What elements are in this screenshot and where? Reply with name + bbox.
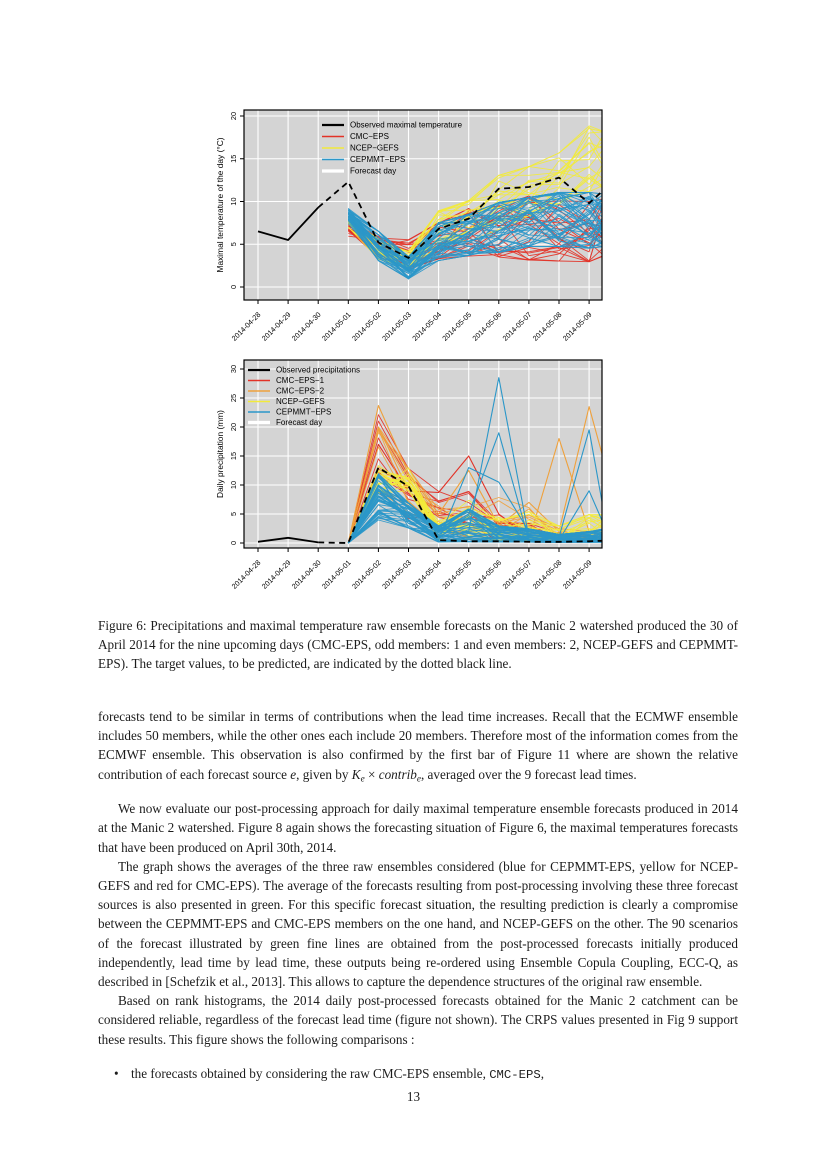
x-tick-label: 2014-05-08	[530, 310, 564, 343]
x-tick-label: 2014-05-07	[500, 310, 534, 343]
y-tick-label: 20	[229, 422, 238, 432]
text-segment: forecasts tend to be similar in terms of contributions when the lead time increases. Recall that the ECMWF ensemble includes 50 members, while the other ones each include 20 members. Therefore most of the information comes from the ECMWF ensemble. This observation is also confirmed by the first bar of Figure 11 where are shown the relative contribution of each forecast source	[98, 709, 738, 782]
legend-label: NCEP−GEFS	[350, 143, 399, 153]
y-tick-label: 20	[229, 111, 238, 121]
paragraph	[98, 991, 738, 1049]
text-segment: Based on rank histograms, the 2014 daily post-processed forecasts obtained for the Manic 2 catchment can be considered reliable, regardless of the forecast lead time (figure not shown). The CRPS values presented in Fig 9 support these results. This figure shows the following comparisons :	[98, 993, 738, 1047]
chart-precip-svg	[211, 344, 641, 609]
x-tick-label: 2014-04-28	[229, 558, 263, 591]
bullet-text	[131, 1066, 544, 1081]
y-tick-label: 30	[229, 364, 238, 374]
precipitation-chart	[211, 344, 641, 609]
y-axis-label: Daily precipitation (mm)	[215, 410, 225, 498]
y-tick-label: 25	[229, 393, 238, 403]
page-number: 13	[406, 1089, 421, 1104]
text-segment: CMC-EPS	[489, 1067, 541, 1082]
chart-temp-svg	[211, 93, 641, 351]
y-tick-label: 10	[229, 197, 238, 206]
text-segment: e	[416, 772, 421, 783]
y-tick-label: 5	[229, 511, 238, 517]
text-segment: ×	[364, 766, 379, 782]
text-segment: the forecasts obtained by considering the raw CMC-EPS ensemble,	[131, 1065, 490, 1081]
text-segment: contrib	[378, 766, 417, 782]
text-segment: e	[360, 772, 365, 783]
x-tick-label: 2014-05-06	[470, 558, 504, 591]
bullet-icon: •	[114, 1065, 119, 1081]
x-tick-label: 2014-04-30	[289, 558, 323, 591]
x-tick-label: 2014-04-29	[259, 310, 293, 343]
x-tick-label: 2014-05-09	[560, 310, 594, 343]
bullet-item	[98, 1064, 738, 1085]
legend-label: Forecast day	[276, 418, 323, 428]
paragraph	[98, 707, 738, 788]
legend-label: CMC−EPS−2	[276, 386, 325, 396]
y-tick-label: 15	[229, 154, 238, 163]
text-segment: ,	[540, 1065, 545, 1081]
x-tick-label: 2014-05-04	[410, 310, 444, 343]
x-tick-label: 2014-05-05	[440, 310, 474, 343]
x-tick-label: 2014-05-08	[530, 558, 564, 591]
legend-label: Observed maximal temperature	[350, 120, 463, 130]
x-tick-label: 2014-04-28	[229, 310, 263, 343]
legend-label: Observed precipitations	[276, 365, 361, 375]
temperature-chart	[211, 93, 641, 351]
y-tick-label: 5	[229, 242, 238, 247]
x-tick-label: 2014-05-05	[440, 558, 474, 591]
x-tick-label: 2014-05-02	[350, 310, 383, 343]
y-tick-label: 0	[229, 540, 238, 546]
legend-label: NCEP−GEFS	[276, 397, 325, 407]
legend-label: Forecast day	[350, 166, 397, 176]
paragraph	[98, 857, 738, 991]
text-segment: K	[351, 766, 361, 782]
x-tick-label: 2014-05-09	[560, 558, 594, 591]
y-tick-label: 15	[229, 451, 238, 461]
paragraph	[98, 799, 738, 857]
text-segment: The graph shows the averages of the three raw ensembles considered (blue for CEPMMT-EPS, yellow for NCEP-GEFS and red for CMC-EPS). The average of the forecasts resulting from post-processing involving these three forecast sources is also presented in green. For this specific forecast situation, the resulting prediction is clearly a compromise between the CEPMMT-EPS and CMC-EPS members on the one hand, and NCEP-GEFS on the other. The 90 scenarios of the forecast illustrated by green fine lines are obtained from the post-processed forecasts initially produced independently, lead time by lead time, these outputs being re-ordered using Ensemble Copula Coupling, ECC-Q, as described in [Schefzik et al., 2013]. This allows to capture the dependence structures of the original raw ensemble.	[98, 858, 738, 989]
article-text	[98, 707, 738, 1085]
x-tick-label: 2014-05-01	[319, 310, 353, 343]
x-tick-label: 2014-04-30	[289, 310, 323, 343]
x-tick-label: 2014-04-29	[259, 558, 293, 591]
y-tick-label: 0	[229, 284, 238, 290]
text-segment: We now evaluate our post-processing approach for daily maximal temperature ensemble forecasts produced in 2014 at the Manic 2 watershed. Figure 8 again shows the forecasting situation of Figure 6, the maximal temperatures forecasts that have been produced on April 30th, 2014.	[98, 801, 738, 855]
legend-label: CMC−EPS	[350, 132, 389, 142]
legend-label: CEPMMT−EPS	[276, 407, 332, 417]
text-segment: e	[290, 766, 297, 782]
legend-label: CMC−EPS−1	[276, 376, 325, 386]
x-tick-label: 2014-05-07	[500, 558, 534, 591]
legend-label: CEPMMT−EPS	[350, 155, 406, 165]
x-tick-label: 2014-05-02	[350, 558, 383, 591]
x-tick-label: 2014-05-03	[380, 558, 413, 591]
text-segment: , averaged over the 9 forecast lead times.	[420, 766, 637, 782]
y-axis-label: Maximal temperature of the day (°C)	[215, 137, 225, 273]
text-segment: , given by	[296, 766, 352, 782]
y-tick-label: 10	[229, 480, 238, 490]
figure-caption: Figure 6: Precipitations and maximal temperature raw ensemble forecasts on the Manic 2 watershed produced the 30 of April 2014 for the nine upcoming days (CMC-EPS, odd members: 1 and even members: 2, NCEP-GEFS and CEPMMT-EPS). The target values, to be predicted, are indicated by the dotted black line.	[98, 618, 738, 672]
x-tick-label: 2014-05-04	[410, 558, 444, 591]
x-tick-label: 2014-05-03	[380, 310, 413, 343]
x-tick-label: 2014-05-01	[319, 558, 353, 591]
x-tick-label: 2014-05-06	[470, 310, 504, 343]
